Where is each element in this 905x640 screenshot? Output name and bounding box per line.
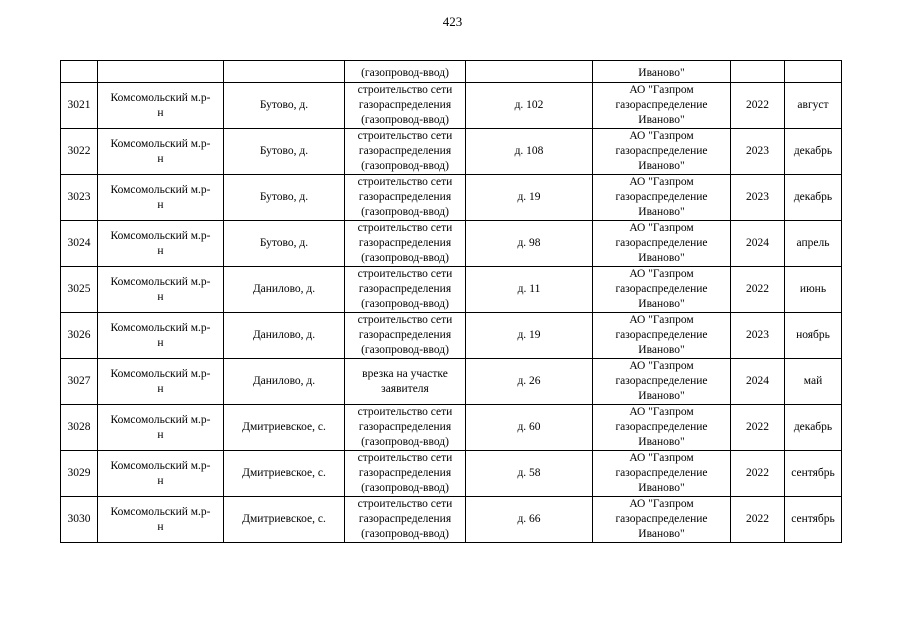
cell-address: д. 26 bbox=[466, 359, 593, 405]
cell-org-line: АО "Газпром bbox=[629, 84, 694, 96]
cell-place: Бутово, д. bbox=[224, 221, 345, 267]
cell-org bbox=[593, 221, 731, 267]
cell-district-line: Комсомольский м.р- bbox=[110, 413, 211, 426]
cell-year: 2023 bbox=[731, 175, 785, 221]
cell-year: 2022 bbox=[731, 451, 785, 497]
cell-org-line: АО "Газпром bbox=[629, 268, 694, 280]
cell-district bbox=[98, 359, 224, 405]
cell-org: Иваново" bbox=[593, 61, 731, 83]
cell-work-line: строительство сети bbox=[357, 406, 453, 418]
cell-month: ноябрь bbox=[785, 313, 842, 359]
cell-work-line: врезка на участке bbox=[362, 367, 448, 380]
cell-num: 3023 bbox=[61, 175, 98, 221]
cell-place: Бутово, д. bbox=[224, 129, 345, 175]
cell-address: д. 102 bbox=[466, 83, 593, 129]
cell-work-line: строительство сети bbox=[357, 452, 453, 464]
cell-address: д. 66 bbox=[466, 497, 593, 543]
cell-work-line: газораспределения bbox=[358, 191, 452, 203]
cell-district-line: Комсомольский м.р- bbox=[110, 505, 211, 518]
cell-org-line: Иваново" bbox=[638, 114, 685, 126]
cell-place: Дмитриевское, с. bbox=[224, 497, 345, 543]
cell-work-line: газораспределения bbox=[358, 513, 452, 525]
cell-month: август bbox=[785, 83, 842, 129]
cell-org-line: АО "Газпром bbox=[629, 222, 694, 234]
cell-work bbox=[345, 267, 466, 313]
cell-org-line: АО "Газпром bbox=[629, 498, 694, 510]
cell-year: 2022 bbox=[731, 83, 785, 129]
cell-work-line: (газопровод-ввод) bbox=[361, 206, 449, 218]
cell-work-line: строительство сети bbox=[357, 498, 453, 510]
cell-work-line: (газопровод-ввод) bbox=[361, 252, 449, 264]
cell-org-line: АО "Газпром bbox=[629, 406, 694, 418]
cell-work-line: газораспределения bbox=[358, 283, 452, 295]
cell-org-line: газораспределение bbox=[615, 145, 708, 157]
table-row bbox=[61, 175, 842, 221]
page-number: 423 bbox=[442, 14, 463, 29]
cell-month: сентябрь bbox=[785, 497, 842, 543]
cell-work bbox=[345, 129, 466, 175]
table-row bbox=[61, 129, 842, 175]
cell-district bbox=[98, 83, 224, 129]
cell-district-line: н bbox=[157, 244, 164, 257]
cell-district-line: н bbox=[157, 520, 164, 533]
cell-org-line: газораспределение bbox=[615, 99, 708, 111]
table-row-continuation bbox=[61, 61, 842, 83]
cell-work-line: (газопровод-ввод) bbox=[361, 482, 449, 494]
cell-place: Данилово, д. bbox=[224, 267, 345, 313]
cell-org-line: газораспределение bbox=[615, 329, 708, 341]
cell-org-line: газораспределение bbox=[615, 191, 708, 203]
cell-district-line: Комсомольский м.р- bbox=[110, 321, 211, 334]
cell-month: июнь bbox=[785, 267, 842, 313]
cell-num: 3030 bbox=[61, 497, 98, 543]
cell-month: апрель bbox=[785, 221, 842, 267]
cell-num: 3027 bbox=[61, 359, 98, 405]
cell-work-line: газораспределения bbox=[358, 467, 452, 479]
cell-district-line: н bbox=[157, 198, 164, 211]
cell-work-line: (газопровод-ввод) bbox=[361, 528, 449, 540]
cell-district-line: н bbox=[157, 382, 164, 395]
cell-district bbox=[98, 451, 224, 497]
table-row bbox=[61, 451, 842, 497]
table-row bbox=[61, 359, 842, 405]
cell-work-line: газораспределения bbox=[358, 99, 452, 111]
cell-num: 3028 bbox=[61, 405, 98, 451]
cell-district-line: н bbox=[157, 336, 164, 349]
cell-work bbox=[345, 221, 466, 267]
cell-district-line: Комсомольский м.р- bbox=[110, 91, 211, 104]
cell-place: Данилово, д. bbox=[224, 313, 345, 359]
cell-district bbox=[98, 221, 224, 267]
cell-year: 2022 bbox=[731, 497, 785, 543]
cell-address: д. 60 bbox=[466, 405, 593, 451]
cell-year: 2023 bbox=[731, 313, 785, 359]
cell-num: 3026 bbox=[61, 313, 98, 359]
cell-address: д. 19 bbox=[466, 175, 593, 221]
cell-district-line: Комсомольский м.р- bbox=[110, 367, 211, 380]
cell-num bbox=[61, 61, 98, 83]
cell-org-line: Иваново" bbox=[638, 160, 685, 172]
cell-district-line: Комсомольский м.р- bbox=[110, 137, 211, 150]
cell-num: 3021 bbox=[61, 83, 98, 129]
cell-org-line: Иваново" bbox=[638, 298, 685, 310]
cell-year bbox=[731, 61, 785, 83]
cell-work bbox=[345, 83, 466, 129]
table-row bbox=[61, 221, 842, 267]
cell-org bbox=[593, 313, 731, 359]
cell-work bbox=[345, 313, 466, 359]
cell-org-line: газораспределение bbox=[615, 283, 708, 295]
table-row bbox=[61, 83, 842, 129]
cell-org-line: Иваново" bbox=[638, 344, 685, 356]
cell-district-line: н bbox=[157, 106, 164, 119]
cell-work-line: газораспределения bbox=[358, 237, 452, 249]
cell-month: декабрь bbox=[785, 405, 842, 451]
cell-place: Дмитриевское, с. bbox=[224, 451, 345, 497]
cell-org bbox=[593, 497, 731, 543]
cell-org-line: АО "Газпром bbox=[629, 176, 694, 188]
cell-work-line: строительство сети bbox=[357, 268, 453, 280]
cell-num: 3022 bbox=[61, 129, 98, 175]
cell-place: Данилово, д. bbox=[224, 359, 345, 405]
cell-org-line: газораспределение bbox=[615, 237, 708, 249]
cell-district-line: Комсомольский м.р- bbox=[110, 183, 211, 196]
cell-work-line: (газопровод-ввод) bbox=[361, 344, 449, 356]
cell-district-line: Комсомольский м.р- bbox=[110, 275, 211, 288]
cell-org-line: Иваново" bbox=[638, 482, 685, 494]
cell-place bbox=[224, 61, 345, 83]
cell-address: д. 108 bbox=[466, 129, 593, 175]
cell-org bbox=[593, 267, 731, 313]
cell-org-line: АО "Газпром bbox=[629, 452, 694, 464]
cell-district bbox=[98, 61, 224, 83]
table-row bbox=[61, 497, 842, 543]
cell-district-line: Комсомольский м.р- bbox=[110, 229, 211, 242]
gasification-table bbox=[60, 60, 842, 543]
cell-place: Бутово, д. bbox=[224, 83, 345, 129]
cell-org-line: газораспределение bbox=[615, 467, 708, 479]
cell-month: декабрь bbox=[785, 175, 842, 221]
cell-work bbox=[345, 451, 466, 497]
cell-year: 2024 bbox=[731, 221, 785, 267]
cell-org bbox=[593, 175, 731, 221]
cell-num: 3024 bbox=[61, 221, 98, 267]
table-row bbox=[61, 313, 842, 359]
cell-org-line: газораспределение bbox=[615, 513, 708, 525]
cell-district bbox=[98, 267, 224, 313]
cell-district-line: н bbox=[157, 428, 164, 441]
cell-address bbox=[466, 61, 593, 83]
cell-work bbox=[345, 359, 466, 405]
cell-month: декабрь bbox=[785, 129, 842, 175]
cell-org-line: Иваново" bbox=[638, 206, 685, 218]
cell-work-line: (газопровод-ввод) bbox=[361, 160, 449, 172]
cell-org-line: АО "Газпром bbox=[629, 360, 694, 372]
cell-org-line: АО "Газпром bbox=[629, 314, 694, 326]
cell-org bbox=[593, 451, 731, 497]
cell-work bbox=[345, 497, 466, 543]
cell-address: д. 58 bbox=[466, 451, 593, 497]
cell-month: сентябрь bbox=[785, 451, 842, 497]
cell-work-line: строительство сети bbox=[357, 222, 453, 234]
cell-work-line: газораспределения bbox=[358, 329, 452, 341]
cell-work-line: (газопровод-ввод) bbox=[361, 436, 449, 448]
cell-org bbox=[593, 129, 731, 175]
cell-work-line: (газопровод-ввод) bbox=[361, 298, 449, 310]
cell-work-line: заявителя bbox=[381, 382, 429, 395]
table-row bbox=[61, 267, 842, 313]
cell-work-line: строительство сети bbox=[357, 130, 453, 142]
cell-num: 3025 bbox=[61, 267, 98, 313]
cell-place: Дмитриевское, с. bbox=[224, 405, 345, 451]
cell-work-line: газораспределения bbox=[358, 421, 452, 433]
cell-month bbox=[785, 61, 842, 83]
cell-district bbox=[98, 497, 224, 543]
table-row bbox=[61, 405, 842, 451]
cell-work-line: (газопровод-ввод) bbox=[361, 114, 449, 126]
cell-org bbox=[593, 359, 731, 405]
cell-year: 2022 bbox=[731, 405, 785, 451]
cell-district bbox=[98, 313, 224, 359]
cell-org-line: АО "Газпром bbox=[629, 130, 694, 142]
cell-district-line: н bbox=[157, 152, 164, 165]
cell-org-line: газораспределение bbox=[615, 375, 708, 387]
cell-org-line: газораспределение bbox=[615, 421, 708, 433]
cell-org-line: Иваново" bbox=[638, 436, 685, 448]
cell-org-line: Иваново" bbox=[638, 390, 685, 402]
cell-work-line: строительство сети bbox=[357, 84, 453, 96]
cell-district bbox=[98, 175, 224, 221]
cell-org bbox=[593, 405, 731, 451]
cell-district-line: н bbox=[157, 474, 164, 487]
cell-work-line: газораспределения bbox=[358, 145, 452, 157]
cell-district bbox=[98, 405, 224, 451]
cell-year: 2023 bbox=[731, 129, 785, 175]
cell-work: (газопровод-ввод) bbox=[345, 61, 466, 83]
cell-work bbox=[345, 405, 466, 451]
cell-num: 3029 bbox=[61, 451, 98, 497]
cell-org-line: Иваново" bbox=[638, 252, 685, 264]
cell-work-line: строительство сети bbox=[357, 314, 453, 326]
cell-org bbox=[593, 83, 731, 129]
cell-address: д. 11 bbox=[466, 267, 593, 313]
cell-district bbox=[98, 129, 224, 175]
cell-district-line: Комсомольский м.р- bbox=[110, 459, 211, 472]
cell-work bbox=[345, 175, 466, 221]
cell-address: д. 19 bbox=[466, 313, 593, 359]
cell-address: д. 98 bbox=[466, 221, 593, 267]
cell-district-line: н bbox=[157, 290, 164, 303]
cell-org-line: Иваново" bbox=[638, 528, 685, 540]
cell-year: 2022 bbox=[731, 267, 785, 313]
cell-year: 2024 bbox=[731, 359, 785, 405]
cell-month: май bbox=[785, 359, 842, 405]
cell-place: Бутово, д. bbox=[224, 175, 345, 221]
cell-work-line: строительство сети bbox=[357, 176, 453, 188]
